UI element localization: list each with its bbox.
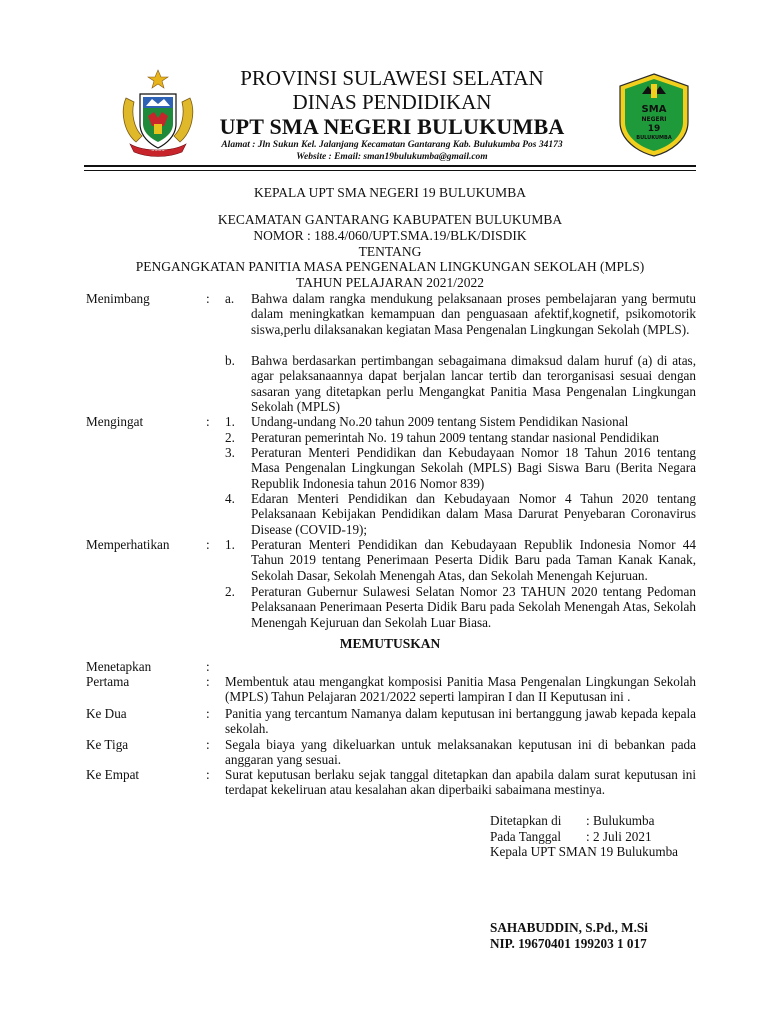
pertama-label: Pertama: [86, 674, 130, 689]
mengingat-colon: :: [206, 414, 210, 429]
menimbang-item-a-mark: a.: [225, 291, 235, 306]
menimbang-colon: :: [206, 291, 210, 306]
memperhatikan-item-1-mark: 1.: [225, 537, 235, 552]
province-name: PROVINSI SULAWESI SELATAN: [240, 66, 544, 90]
signature-date-label: Pada Tanggal: [490, 829, 561, 844]
mengingat-item-4-mark: 4.: [225, 491, 235, 506]
memperhatikan-item-2-mark: 2.: [225, 584, 235, 599]
menimbang-item-b-mark: b.: [225, 353, 235, 368]
pertama-colon: :: [206, 674, 210, 689]
department-name: DINAS PENDIDIKAN: [292, 90, 492, 114]
kedua-colon: :: [206, 706, 210, 721]
signature-date-value: : 2 Juli 2021: [586, 829, 652, 844]
mengingat-item-2-mark: 2.: [225, 430, 235, 445]
letterhead-rule-thick: [84, 165, 696, 167]
school-logo-text-4: BULUKUMBA: [636, 135, 672, 141]
pertama-text: Membentuk atau mengangkat komposisi Panitia Masa Pengenalan Lingkungan Sekolah (MPLS) Tahun Pelajaran 2021/2022 seperti lampiran I dan II Keputusan ini .: [225, 674, 696, 705]
letterhead: [200, 66, 584, 162]
school-contact: Website : Email: sman19bulukumba@gmail.com: [296, 152, 488, 162]
kedua-label: Ke Dua: [86, 706, 127, 721]
keempat-text: Surat keputusan berlaku sejak tanggal ditetapkan dan apabila dalam surat keputusan ini terdapat kekeliruan atau kesalahan akan diperbaiki sabaimana mestinya.: [225, 767, 696, 798]
memperhatikan-item-2: Peraturan Gubernur Sulawesi Selatan Nomor 23 TAHUN 2020 tentang Pedoman Pelaksanaan Penerimaan Peserta Didik Baru pada Sekolah Menengah Atas, Sekolah Menengah Kejuruan dan Sekolah Luar Biasa.: [251, 584, 696, 630]
ketiga-colon: :: [206, 737, 210, 752]
decides-heading: MEMUTUSKAN: [339, 636, 441, 651]
menimbang-item-a: Bahwa dalam rangka mendukung pelaksanaan proses pembelajaran yang bermutu dalam meningkatkan kemampuan dan penguasaan afektif,kognetif, psikomotorik siswa,perlu dilaksanakan kegiatan Masa Pengenalan Lingkungan Sekolah (MPLS).: [251, 291, 696, 337]
school-logo-text-3: 19: [647, 124, 661, 134]
mengingat-item-2: Peraturan pemerintah No. 19 tahun 2009 tentang standar nasional Pendidikan: [251, 430, 659, 445]
school-logo-text-2: NEGERI: [641, 116, 667, 123]
ketiga-label: Ke Tiga: [86, 737, 129, 752]
decree-number: NOMOR : 188.4/060/UPT.SMA.19/BLK/DISDIK: [253, 228, 527, 243]
signatory-nip: NIP. 19670401 199203 1 017: [490, 936, 647, 951]
school-name: UPT SMA NEGERI BULUKUMBA: [219, 114, 565, 139]
signature-office: Kepala UPT SMAN 19 Bulukumba: [490, 844, 679, 859]
decree-district: KECAMATAN GANTARANG KABUPATEN BULUKUMBA: [217, 212, 563, 227]
memperhatikan-label: Memperhatikan: [86, 537, 170, 552]
decree-about: TENTANG: [358, 244, 422, 259]
signatory-name: SAHABUDDIN, S.Pd., M.Si: [490, 920, 648, 935]
letterhead-rule-thin: [84, 170, 696, 171]
province-emblem-logo: [116, 68, 200, 158]
mengingat-item-3: Peraturan Menteri Pendidikan dan Kebudayaan Nomor 18 Tahun 2016 tentang Masa Pengenalan Lingkungan Sekolah (MPLS) Bagi Siswa Baru (Berita Negara Republik Indonesia tahun 2016 Nomor 839): [251, 445, 696, 491]
decree-issuer: KEPALA UPT SMA NEGERI 19 BULUKUMBA: [254, 185, 526, 200]
mengingat-item-4: Edaran Menteri Pendidikan dan Kebudayaan Nomor 4 Tahun 2020 tentang Pelaksanaan Kebijakan Pendidikan dalam Masa Darurat Penyebaran Coronavirus Disease (COVID-19);: [251, 491, 696, 537]
menimbang-item-b: Bahwa berdasarkan pertimbangan sebagaimana dimaksud dalam huruf (a) di atas, agar pelaksanaannya dapat berjalan lancar tertib dan terorganisasi sesuai dengan sasaran yang ditetapkan perlu Mengangkat Panitia Masa Pengenalan Lingkungan Sekolah (MPLS): [251, 353, 696, 415]
keempat-label: Ke Empat: [86, 767, 140, 782]
mengingat-label: Mengingat: [86, 414, 144, 429]
signature-place-value: : Bulukumba: [586, 813, 655, 828]
decree-year: TAHUN PELAJARAN 2021/2022: [296, 275, 484, 290]
menimbang-label: Menimbang: [86, 291, 150, 306]
memperhatikan-colon: :: [206, 537, 210, 552]
school-address: Alamat : Jln Sukun Kel. Jalanjang Kecamatan Gantarang Kab. Bulukumba Pos 34173: [221, 140, 563, 150]
menetapkan-label: Menetapkan: [86, 659, 152, 674]
ketiga-text: Segala biaya yang dikeluarkan untuk melaksanakan keputusan ini di bebankan pada anggaran yang sesuai.: [225, 737, 696, 768]
memperhatikan-item-1: Peraturan Menteri Pendidikan dan Kebudayaan Republik Indonesia Nomor 44 Tahun 2019 tentang Penerimaan Peserta Didik Baru pada Taman Kanak Kanak, Sekolah Dasar, Sekolah Menengah Atas, dan Sekolah Menengah Kejuruan.: [251, 537, 696, 583]
signature-place-label: Ditetapkan di: [490, 813, 562, 828]
mengingat-item-1: Undang-undang No.20 tahun 2009 tentang Sistem Pendidikan Nasional: [251, 414, 629, 429]
decree-subject: PENGANGKATAN PANITIA MASA PENGENALAN LINGKUNGAN SEKOLAH (MPLS): [135, 259, 645, 274]
kedua-text: Panitia yang tercantum Namanya dalam keputusan ini bertanggung jawab kepada kepala sekolah.: [225, 706, 696, 737]
mengingat-item-3-mark: 3.: [225, 445, 235, 460]
keempat-colon: :: [206, 767, 210, 782]
school-logo-text-1: SMA: [641, 104, 667, 115]
menetapkan-colon: :: [206, 659, 210, 674]
school-logo: [618, 72, 690, 158]
svg-text:~~~~: ~~~~: [151, 148, 165, 153]
mengingat-item-1-mark: 1.: [225, 414, 235, 429]
